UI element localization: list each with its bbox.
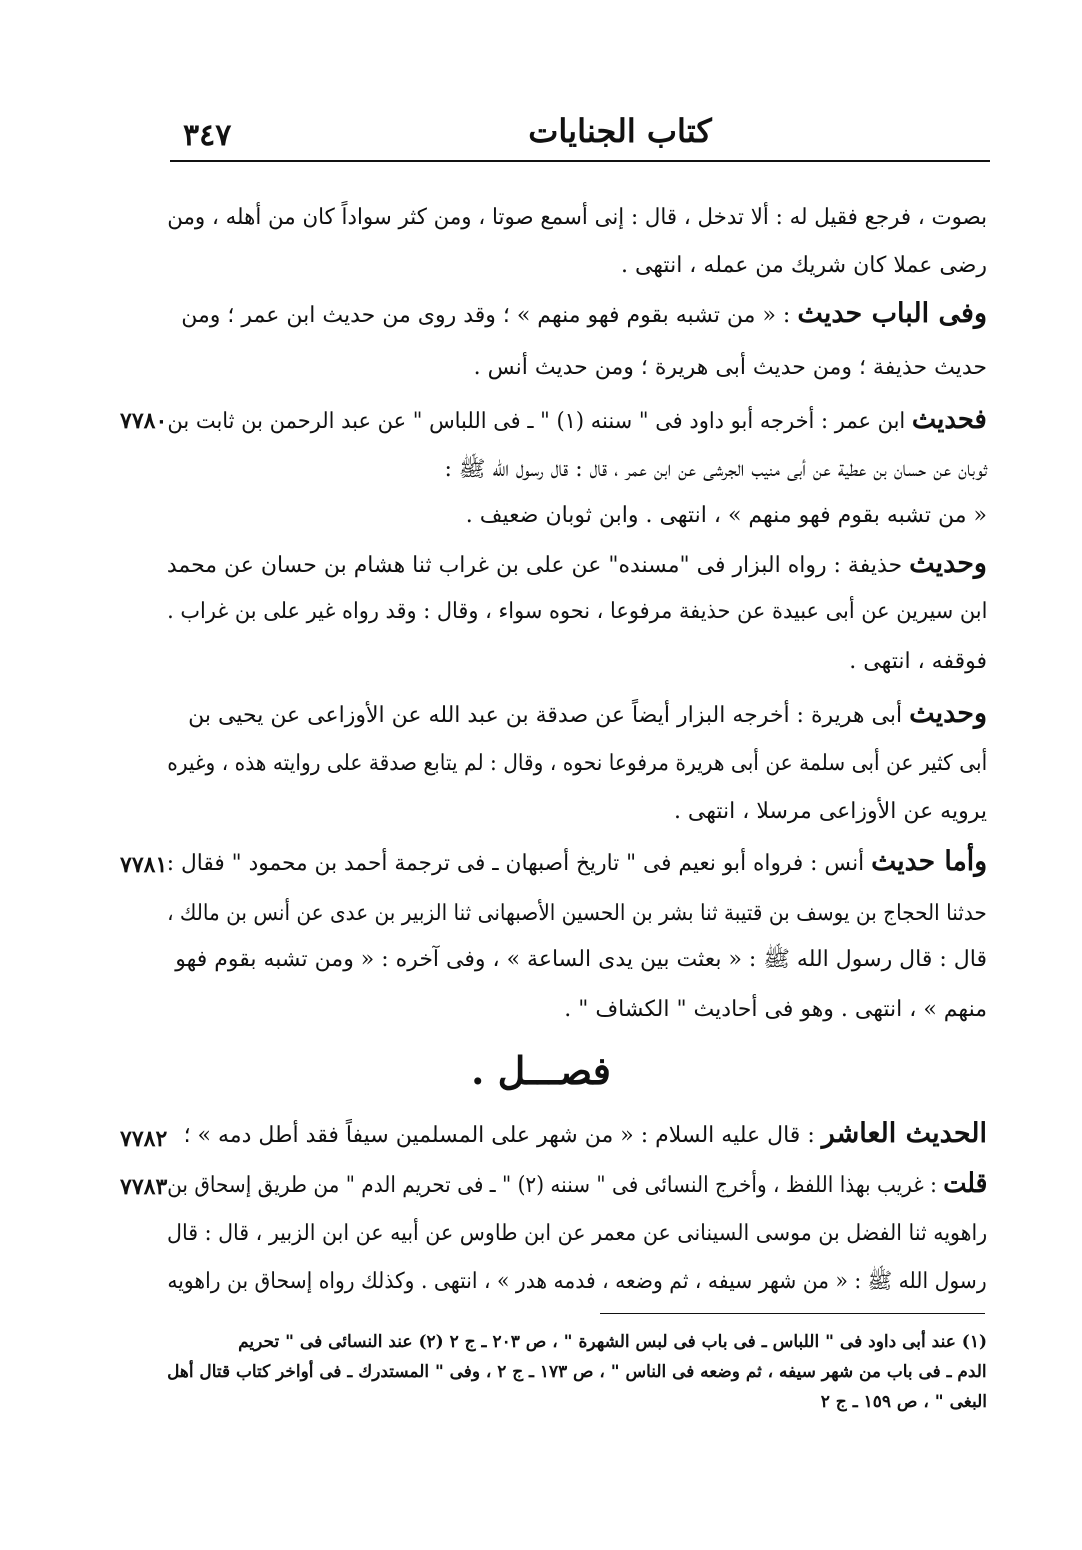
text-line: رضى عملا كان شريك من عمله ، انتهى . xyxy=(620,253,987,278)
text-line: منهم » ، انتهى . وهو فى أحاديث " الكشاف " . xyxy=(564,997,987,1022)
text-line: يرويه عن الأوزاعى مرسلا ، انتهى . xyxy=(673,799,987,824)
text-line: وأما حديث أنس : فرواه أبو نعيم فى " تاريخ أصبهان ـ فى ترجمة أحمد بن محمود " فقال : xyxy=(166,846,987,877)
text-line: حدثنا الحجاج بن يوسف بن قتيبة ثنا بشر بن الحسين الأصبهانى ثنا الزبير بن عدى عن أنس بن مالك ، xyxy=(167,901,987,926)
footnote-line: البغى " ، ص ١٥٩ ـ ج ٢ xyxy=(820,1392,987,1412)
text-line: فوقفه ، انتهى . xyxy=(849,649,987,674)
text-line: ابن سيرين عن أبى عبيدة عن حذيفة مرفوعا ، نحوه سواء ، وقال : وقد رواه غير على بن غراب . xyxy=(166,599,987,624)
text-line: راهويه ثنا الفضل بن موسى السينانى عن معمر عن ابن طاوس عن أبيه عن ابن الزبير ، قال : قال xyxy=(166,1221,987,1246)
text-line: وفى الباب حديث : « من تشبه بقوم فهو منهم » ؛ وقد روى من حديث ابن عمر ؛ ومن xyxy=(181,298,987,329)
text-line: أبى كثير عن أبى سلمة عن أبى هريرة مرفوعا نحوه ، وقال : لم يتابع صدقة على روايته هذه ، وغيره xyxy=(166,751,987,776)
text-line: الحديث العاشر : قال عليه السلام : « من شهر على المسلمين سيفاً فقد أطل دمه » ؛ xyxy=(183,1118,987,1149)
text-line: وحديث أبى هريرة : أخرجه البزار أيضاً عن صدقة بن عبد الله عن الأوزاعى عن يحيى بن xyxy=(188,698,987,729)
footnote-line: (١) عند أبى داود فى " اللباس ـ فى باب فى لبس الشهرة " ، ص ٢٠٣ ـ ج ٢ (٢) عند النسائى فى " تحريم xyxy=(238,1332,987,1352)
footnote-divider xyxy=(600,1313,985,1314)
hadith-number: ٧٧٨١ xyxy=(120,852,168,878)
footnote-line: الدم ـ فى باب من شهر سيفه ، ثم وضعه فى الناس " ، ص ١٧٣ ـ ج ٢ ، وفى " المستدرك ـ فى أواخر كتاب قتال أهل xyxy=(167,1362,987,1382)
hadith-number: ٧٧٨٢ xyxy=(120,1126,168,1152)
text-line: ثوبان عن حسان بن عطية عن أبى منيب الجرشى عن ابن عمر ، قال : قال رسول الله ﷺ : xyxy=(444,457,987,482)
text-line: وحديث حذيفة : رواه البزار فى "مسنده" عن على بن غراب ثنا هشام بن حسان عن محمد xyxy=(166,548,987,579)
text-line: فحديث ابن عمر : أخرجه أبو داود فى " سننه (١) " ـ فى اللباس " عن عبد الرحمن بن ثابت بن xyxy=(167,404,987,435)
header-divider xyxy=(170,160,990,162)
text-line: قلت : غريب بهذا اللفظ ، وأخرج النسائى فى " سننه (٢) " ـ فى تحريم الدم " من طريق إسحاق بن xyxy=(166,1168,987,1199)
page-number: ٣٤٧ xyxy=(183,118,232,153)
text-line: رسول الله ﷺ : « من شهر سيفه ، ثم وضعه ، فدمه هدر » ، انتهى . وكذلك رواه إسحاق بن راهويه xyxy=(167,1269,987,1294)
text-line: « من تشبه بقوم فهو منهم » ، انتهى . وابن ثوبان ضعيف . xyxy=(465,503,987,528)
hadith-number: ٧٧٨٠ xyxy=(120,408,168,434)
hadith-number: ٧٧٨٣ xyxy=(120,1174,168,1200)
section-heading: فصـــل . xyxy=(471,1048,611,1093)
text-line: بصوت ، فرجع فقيل له : ألا تدخل ، قال : إنى أسمع صوتا ، ومن كثر سواداً كان من أهله ، ومن xyxy=(167,205,987,230)
text-line: حديث حذيفة ؛ ومن حديث أبى هريرة ؛ ومن حديث أنس . xyxy=(473,355,987,380)
page-title: كتاب الجنايات xyxy=(528,112,712,150)
text-line: قال : قال رسول الله ﷺ : « بعثت بين يدى الساعة » ، وفى آخره : « ومن تشبه بقوم فهو xyxy=(175,947,987,972)
